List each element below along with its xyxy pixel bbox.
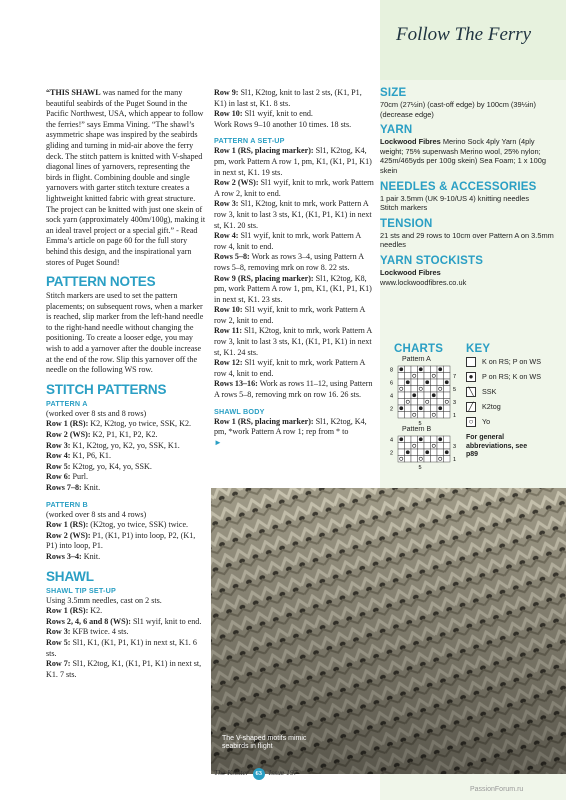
- chart-cell: [405, 366, 412, 373]
- pattern-b-chart: [388, 434, 462, 470]
- chart-symbol: [445, 381, 448, 384]
- chart-cell: [424, 392, 431, 399]
- chart-cell: [405, 392, 412, 399]
- shawl-heading: SHAWL: [46, 568, 94, 584]
- pattern-row: [214, 231, 374, 252]
- chart-cell: [437, 373, 444, 380]
- row-instruction: Sl1, K2tog, knit to mrk, work Pattern A row 3, knit to last 3 sts, K1, (K1, P1, K1) in next st, K1. 24 sts.: [214, 326, 372, 357]
- pattern-a-chart: [388, 364, 462, 427]
- chart-cell: [431, 436, 438, 443]
- row-instruction: P1, (K1, P1) into loop, P2, (K1, P1) into loop, P1.: [46, 530, 196, 551]
- chart-symbol: [400, 407, 403, 410]
- key-purl: [466, 369, 562, 384]
- row-instruction: Sl1, K1, (K1, P1, K1) in next st, K1. 6 sts.: [46, 637, 197, 658]
- intro-lead: “THIS SHAWL: [46, 88, 101, 97]
- row-instruction: Sl1, K2tog, K4, pm, work Pattern A row 1, pm, K1, (K1, P1, K1) in next st, K1. 19 sts.: [214, 146, 372, 177]
- chart-cell: [444, 405, 451, 412]
- chart-stitch-number: 5: [418, 465, 422, 471]
- row-instruction: Knit.: [81, 551, 101, 561]
- pattern-row: [46, 451, 206, 462]
- chart-cell: [398, 449, 405, 456]
- shawl-body-heading: SHAWL BODY: [214, 406, 265, 416]
- pattern-row: [214, 252, 374, 273]
- chart-row-number: 3: [453, 444, 457, 450]
- shawl-tip-rows: [46, 606, 206, 680]
- page-title: Follow The Ferry: [396, 24, 532, 45]
- pattern-b-heading: PATTERN B: [46, 499, 88, 509]
- row-instruction: Sl1 wyif, knit to mrk, work Pattern A row 2, knit to end.: [214, 178, 374, 198]
- chart-cell: [431, 449, 438, 456]
- chart-cell: [444, 443, 451, 450]
- pattern-a-setup-heading: PATTERN A SET-UP: [214, 136, 285, 146]
- pattern-row: [46, 617, 206, 628]
- key-heading: KEY: [466, 343, 491, 355]
- pattern-row: [214, 417, 374, 438]
- needles-text: 1 pair 3.5mm (UK 9-10/US 4) knitting needles: [380, 193, 530, 203]
- chart-symbol: [419, 407, 422, 410]
- pattern-row: [46, 520, 206, 531]
- chart-symbol: [419, 368, 422, 371]
- row-label: Row 7:: [46, 659, 71, 669]
- chart-cell: [444, 456, 451, 463]
- row-label: Row 1 (RS, placing marker):: [214, 416, 314, 426]
- chart-symbol: [445, 451, 448, 454]
- yarn-text: [380, 137, 560, 175]
- pattern-notes-heading: PATTERN NOTES: [46, 274, 156, 290]
- key-label: K2tog: [482, 402, 501, 411]
- lace-texture-image: [211, 488, 566, 774]
- pattern-row: [214, 358, 374, 379]
- pattern-row: [46, 552, 206, 563]
- chart-symbol: [400, 368, 403, 371]
- row-label: Row 5:: [46, 637, 71, 647]
- row-instruction: Sl1, K2tog, knit to mrk, work Pattern A row 3, knit to last 3 sts, K1, (K1, P1, K1) in next st, K1. 20 sts.: [214, 199, 372, 230]
- pattern-row: [46, 606, 206, 617]
- pattern-a-rows: [46, 419, 206, 493]
- row-label: Row 12:: [214, 358, 243, 368]
- chart-cell: [398, 412, 405, 419]
- chart-symbol: [439, 368, 442, 371]
- chart-cell: [437, 386, 444, 393]
- watermark: PassionForum.ru: [470, 786, 524, 793]
- chart-cell: [398, 373, 405, 380]
- chart-cell: [418, 443, 425, 450]
- row-label: Row 2 (WS):: [214, 178, 259, 188]
- row-instruction: Sl1 wyif, knit to mrk, work Pattern A row 4, knit to end.: [214, 231, 361, 251]
- pattern-row: [214, 199, 374, 231]
- chart-cell: [411, 399, 418, 406]
- row-instruction: Work as rows 11–12, using Pattern A rows 5–8, removing mrk on row 16. 26 sts.: [214, 379, 373, 400]
- shawl-photo: [211, 488, 566, 774]
- column-2: [214, 88, 374, 448]
- chart-cell: [444, 392, 451, 399]
- needles-heading: NEEDLES & ACCESSORIES: [380, 180, 537, 193]
- row-label: Row 9 (RS, placing marker):: [214, 273, 314, 283]
- chart-symbol: [426, 381, 429, 384]
- pattern-a-intro: (worked over 8 sts and 8 rows): [46, 408, 147, 418]
- row-label: Row 10:: [214, 109, 243, 119]
- row-label: Row 1 (RS):: [46, 419, 89, 429]
- chart-cell: [411, 456, 418, 463]
- chart-cell: [398, 386, 405, 393]
- ssk-symbol-icon: ╲: [466, 387, 476, 397]
- chart-cell: [398, 456, 405, 463]
- chart-row-number: 7: [453, 374, 457, 380]
- chart-cell: [424, 436, 431, 443]
- charts-heading: CHARTS: [394, 343, 444, 355]
- row-instruction: Work as rows 3–4, using Pattern A rows 5–8, removing mrk on row 8. 22 sts.: [214, 252, 364, 272]
- row-instruction: K2tog, yo, K4, yo, SSK.: [70, 461, 152, 471]
- chart-cell: [405, 373, 412, 380]
- row-label: Row 5:: [46, 461, 71, 471]
- row-instruction: Sl1 wyif, knit to end.: [242, 109, 313, 119]
- chart-symbol: [439, 407, 442, 410]
- chart-cell: [431, 405, 438, 412]
- chart-cell: [437, 379, 444, 386]
- chart-row-number: 1: [453, 413, 457, 419]
- chart-cell: [431, 379, 438, 386]
- chart-symbol: [413, 394, 416, 397]
- row-label: Row 1 (RS):: [46, 520, 89, 530]
- key-yo: [466, 414, 562, 429]
- pattern-row: [46, 441, 206, 452]
- row-instruction: K2.: [88, 606, 103, 616]
- chart-cell: [411, 386, 418, 393]
- chart-key: [466, 354, 562, 460]
- chart-symbol: [419, 438, 422, 441]
- pattern-row: [214, 120, 374, 131]
- chart-row-number: 2: [390, 406, 394, 413]
- stockist-url: www.lockwoodfibres.co.uk: [380, 277, 467, 287]
- pattern-b-chart-label: Pattern B: [402, 426, 432, 433]
- chart-cell: [424, 405, 431, 412]
- pattern-row: [214, 178, 374, 199]
- chart-cell: [411, 443, 418, 450]
- chart-cell: [444, 373, 451, 380]
- chart-cell: [437, 392, 444, 399]
- shawl-tip-intro: Using 3.5mm needles, cast on 2 sts.: [46, 595, 162, 605]
- key-label: SSK: [482, 387, 497, 396]
- chart-cell: [405, 436, 412, 443]
- chart-cell: [405, 405, 412, 412]
- chart-cell: [411, 436, 418, 443]
- chart-cell: [424, 399, 431, 406]
- pattern-row: [46, 483, 206, 494]
- chart-cell: [424, 373, 431, 380]
- chart-cell: [411, 405, 418, 412]
- knit-symbol-icon: [466, 357, 476, 367]
- pattern-row: [46, 627, 206, 638]
- row-instruction: Sl1 wyif, knit to mrk, work Pattern A row 4, knit to end.: [214, 358, 365, 378]
- row-label: Row 2 (WS):: [46, 430, 91, 440]
- chart-row-number: 3: [453, 400, 457, 406]
- chart-cell: [405, 412, 412, 419]
- row-label: Rows 2, 4, 6 and 8 (WS):: [46, 616, 131, 626]
- chart-cell: [444, 436, 451, 443]
- chart-cell: [437, 443, 444, 450]
- chart-cell: [411, 449, 418, 456]
- chart-cell: [437, 456, 444, 463]
- pattern-row: [214, 88, 374, 109]
- chart-cell: [418, 386, 425, 393]
- photo-caption: The V-shaped motifs mimic seabirds in flight: [222, 735, 307, 751]
- row-label: Row 11:: [214, 326, 243, 336]
- chart-row-number: 2: [390, 450, 394, 457]
- tension-text: 21 sts and 29 rows to 10cm over Pattern A on 3.5mm needles: [380, 230, 554, 250]
- chart-cell: [431, 412, 438, 419]
- yarn-heading: YARN: [380, 124, 413, 137]
- chart-symbol: [426, 451, 429, 454]
- chart-cell: [411, 366, 418, 373]
- chart-cell: [431, 386, 438, 393]
- chart-cell: [418, 456, 425, 463]
- chart-cell: [411, 412, 418, 419]
- pattern-row: [214, 326, 374, 358]
- row-instruction: Sl1 wyif, knit to mrk, work Pattern A row 2, knit to end.: [214, 305, 365, 325]
- issue-number: Issue 197: [268, 768, 298, 777]
- chart-cell: [398, 392, 405, 399]
- row-instruction: K1, K2tog, yo, K2, yo, SSK, K1.: [70, 440, 180, 450]
- chart-symbol: [432, 394, 435, 397]
- pattern-row: [46, 430, 206, 441]
- key-label: K on RS; P on WS: [482, 357, 541, 366]
- pattern-row: [46, 659, 206, 680]
- row-instruction: Sl1, K2tog, knit to last 2 sts, (K1, P1, K1) in last st, K1. 8 sts.: [214, 88, 362, 108]
- row-instruction: Knit.: [81, 483, 101, 492]
- chart-cell: [418, 399, 425, 406]
- chart-cell: [424, 386, 431, 393]
- row-instruction: Sl1, K2tog, K8, pm, work Pattern A row 1, pm, K1, (K1, P1, K1) in next st, K1. 23 sts.: [214, 273, 372, 304]
- yarn-details: Merino Sock 4ply Yarn (4ply weight; 75% superwash Merino wool, 25% nylon; 425m/465yds per 100g skein) Sea Foam; 1 x 100g skein: [380, 137, 546, 175]
- pattern-b-intro: (worked over 8 sts and 4 rows): [46, 509, 147, 519]
- chart-row-number: 1: [453, 457, 457, 463]
- row-label: Row 10:: [214, 305, 243, 315]
- chart-row-number: 4: [390, 393, 394, 400]
- purl-dot-icon: ●: [466, 372, 476, 382]
- tip-continued-rows: [214, 88, 374, 130]
- chart-cell: [431, 373, 438, 380]
- row-label: Row 4:: [46, 451, 71, 461]
- chart-cell: [424, 366, 431, 373]
- continue-arrow-icon: ►: [214, 437, 222, 447]
- chart-row-number: 6: [390, 380, 394, 387]
- abbreviations-note: For general abbreviations, see p89: [466, 434, 528, 459]
- key-label: Yo: [482, 417, 491, 426]
- row-instruction: K2, P1, K1, P2, K2.: [90, 430, 158, 440]
- chart-cell: [431, 399, 438, 406]
- row-instruction: Purl.: [70, 472, 89, 482]
- intro-paragraph: [46, 88, 206, 268]
- row-label: Row 3:: [46, 627, 71, 637]
- chart-cell: [418, 412, 425, 419]
- chart-row-number: 8: [390, 367, 394, 374]
- pattern-row: [214, 379, 374, 400]
- row-label: Row 3:: [214, 199, 239, 209]
- pattern-b-rows: [46, 520, 206, 562]
- chart-row-number: 5: [453, 387, 457, 393]
- tension-heading: TENSION: [380, 217, 433, 230]
- chart-row-number: 4: [390, 437, 394, 444]
- row-instruction: (K2tog, yo twice, SSK) twice.: [88, 520, 189, 530]
- pattern-a-chart-label: Pattern A: [402, 356, 431, 363]
- row-instruction: Sl1, K2tog, K1, (K1, P1, K1) in next st, K1. 7 sts.: [46, 659, 202, 679]
- pattern-a-setup-rows: [214, 146, 374, 400]
- chart-cell: [437, 449, 444, 456]
- markers-text: Stitch markers: [380, 203, 428, 213]
- column-1: [46, 88, 206, 680]
- magazine-name: The Knitter: [214, 768, 249, 777]
- page-number: 63: [253, 768, 265, 780]
- pattern-row: [214, 305, 374, 326]
- chart-cell: [444, 386, 451, 393]
- pattern-notes-text: Stitch markers are used to set the pattern placements; on subsequent rows, when a marker is reached, slip marker from the left-hand needle to the right-hand needle without changing the positioning. To create a looser edge, you may wish to add a yarnover after the double increase at the end of the row. Slip this yarnover off the needle on the following WS row.: [46, 291, 204, 375]
- chart-cell: [411, 379, 418, 386]
- row-instruction: Work Rows 9–10 another 10 times. 18 sts.: [214, 119, 352, 129]
- chart-cell: [418, 373, 425, 380]
- chart-cell: [431, 366, 438, 373]
- chart-cell: [431, 456, 438, 463]
- row-label: Rows 7–8:: [46, 483, 82, 492]
- row-instruction: Sl1 wyif, knit to end.: [131, 616, 202, 626]
- chart-cell: [444, 366, 451, 373]
- chart-cell: [444, 399, 451, 406]
- chart-cell: [405, 399, 412, 406]
- k2tog-symbol-icon: ╱: [466, 402, 476, 412]
- key-k2tog: [466, 399, 562, 414]
- chart-symbol: [406, 381, 409, 384]
- chart-cell: [405, 443, 412, 450]
- chart-cell: [398, 399, 405, 406]
- chart-cell: [418, 379, 425, 386]
- stockist-brand: Lockwood Fibres: [380, 267, 441, 277]
- chart-cell: [424, 412, 431, 419]
- chart-symbol: [400, 438, 403, 441]
- yo-circle-icon: ○: [466, 417, 476, 427]
- row-label: Row 1 (RS, placing marker):: [214, 146, 314, 156]
- chart-cell: [444, 412, 451, 419]
- chart-symbol: [439, 438, 442, 441]
- row-label: Row 9:: [214, 88, 239, 97]
- chart-stitch-number: 5: [418, 421, 422, 427]
- row-label: Row 6:: [46, 472, 71, 482]
- row-label: Rows 3–4:: [46, 551, 82, 561]
- row-label: Row 2 (WS):: [46, 530, 91, 540]
- size-text: 70cm (27½in) (cast-off edge) by 100cm (39½in) (decrease edge): [380, 100, 536, 119]
- stockist-name: [380, 268, 560, 278]
- pattern-row: [214, 274, 374, 306]
- size-heading: SIZE: [380, 87, 407, 99]
- stockists-heading: YARN STOCKISTS: [380, 254, 484, 267]
- pattern-row: [214, 109, 374, 120]
- row-label: Row 3:: [46, 440, 71, 450]
- pattern-row: [46, 638, 206, 659]
- chart-cell: [431, 443, 438, 450]
- key-ssk: [466, 384, 562, 399]
- pattern-row: [214, 146, 374, 178]
- sidebar-content: [380, 82, 560, 287]
- yarn-brand: Lockwood Fibres: [380, 137, 441, 147]
- pattern-a-heading: PATTERN A: [46, 398, 88, 408]
- chart-cell: [398, 379, 405, 386]
- row-label: Row 4:: [214, 231, 239, 241]
- chart-cell: [418, 392, 425, 399]
- pattern-row: [46, 531, 206, 552]
- key-knit: [466, 354, 562, 369]
- chart-cell: [424, 443, 431, 450]
- chart-cell: [405, 386, 412, 393]
- charts-section: [380, 338, 566, 478]
- pattern-row: [46, 472, 206, 483]
- stitch-patterns-heading: STITCH PATTERNS: [46, 381, 167, 397]
- row-label: Rows 13–16:: [214, 379, 258, 389]
- pattern-row: [46, 419, 206, 430]
- chart-cell: [424, 456, 431, 463]
- shawl-tip-heading: SHAWL TIP SET-UP: [46, 585, 117, 595]
- row-instruction: Sl1, K2tog, K4, pm, *work Pattern A row 1; rep from * to: [214, 416, 367, 437]
- pattern-row: [46, 462, 206, 473]
- row-label: Row 1 (RS):: [46, 606, 89, 616]
- chart-cell: [437, 412, 444, 419]
- row-label: Rows 5–8:: [214, 252, 250, 262]
- row-instruction: K2, K2tog, yo twice, SSK, K2.: [88, 419, 192, 429]
- chart-symbol: [406, 451, 409, 454]
- row-instruction: K1, P6, K1.: [70, 451, 111, 461]
- chart-cell: [398, 443, 405, 450]
- row-instruction: KFB twice. 4 sts.: [70, 627, 129, 637]
- chart-cell: [418, 449, 425, 456]
- chart-cell: [405, 456, 412, 463]
- key-label: P on RS; K on WS: [482, 372, 541, 381]
- chart-cell: [437, 399, 444, 406]
- shawl-body-rows: [214, 417, 374, 438]
- chart-cell: [411, 373, 418, 380]
- page-footer: [214, 768, 298, 780]
- intro-text: was named for the many beautiful seabirds of the Puget Sound in the Pacific Northwest, USA, which appear to follow the ferries!” says Emma Vining. “The shawl’s asymmetric shape was inspired by the seabirds gliding and turning in mid-air above the ferry deck. The stitch pattern is knitted with V-shaped diagonal lines of yarnovers, representing the birds in flight. Combining double and single yarnovers with garter stitch texture creates a lightweight knitted fabric with great structure. The project can be knitted with just one skein of sock yarn (approximately 400m/100g), making it an ideal travel project or a special gift.” - Read Emma’s article on page 60 for the full story behind this design, and the inspirational yarn stores of Puget Sound!: [46, 88, 206, 267]
